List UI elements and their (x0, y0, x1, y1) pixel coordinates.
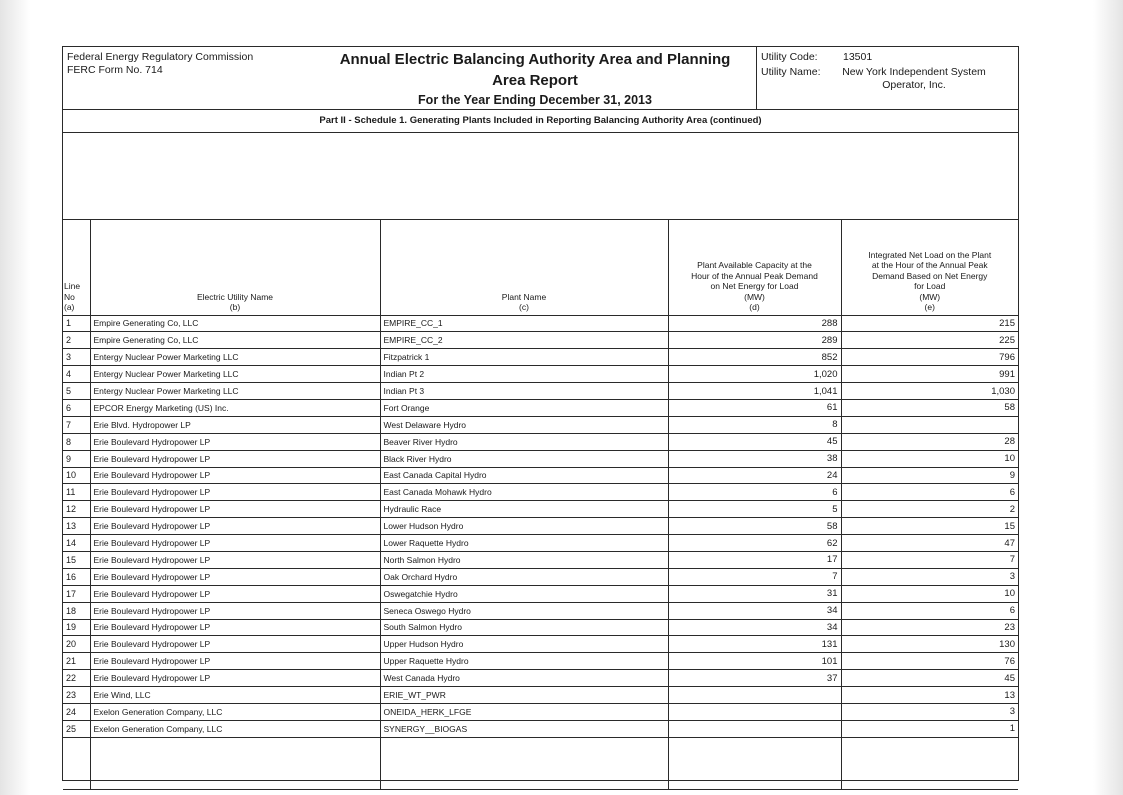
utility-name: Exelon Generation Company, LLC (90, 703, 380, 720)
net-load-value: 15 (841, 518, 1018, 535)
plant-name: SYNERGY__BIOGAS (380, 720, 668, 737)
line-number: 7 (63, 416, 90, 433)
utility-name-line1: New York Independent System (842, 66, 986, 78)
table-row (63, 484, 1018, 501)
net-load-value: 13 (841, 687, 1018, 704)
line-number: 23 (63, 687, 90, 704)
net-load-value: 991 (841, 366, 1018, 383)
plant-name: West Canada Hydro (380, 670, 668, 687)
utility-name: Erie Boulevard Hydropower LP (90, 619, 380, 636)
capacity-value: 5 (668, 501, 841, 518)
empty-cell (90, 737, 380, 789)
net-load-value: 47 (841, 535, 1018, 552)
utility-name: Erie Boulevard Hydropower LP (90, 653, 380, 670)
line-number: 22 (63, 670, 90, 687)
utility-name: Erie Boulevard Hydropower LP (90, 467, 380, 484)
ferc-form-714-page (62, 46, 1019, 781)
net-load-value (841, 416, 1018, 433)
capacity-value: 45 (668, 433, 841, 450)
capacity-value: 6 (668, 484, 841, 501)
capacity-value: 34 (668, 602, 841, 619)
net-load-value: 1 (841, 720, 1018, 737)
plant-name: Hydraulic Race (380, 501, 668, 518)
capacity-value: 7 (668, 568, 841, 585)
utility-name-label: Utility Name: (761, 66, 821, 78)
capacity-value: 131 (668, 636, 841, 653)
capacity-value (668, 703, 841, 720)
plant-name: Oak Orchard Hydro (380, 568, 668, 585)
net-load-value: 10 (841, 585, 1018, 602)
generating-plants-table (63, 220, 1018, 790)
utility-name: Erie Boulevard Hydropower LP (90, 484, 380, 501)
table-row (63, 332, 1018, 349)
report-title-line1: Annual Electric Balancing Authority Area and Planning (339, 51, 731, 68)
utility-name: Entergy Nuclear Power Marketing LLC (90, 383, 380, 400)
page-edge-shadow-right (1093, 0, 1123, 795)
line-number: 4 (63, 366, 90, 383)
form-header (63, 47, 1018, 110)
plant-name: Lower Raquette Hydro (380, 535, 668, 552)
capacity-value: 62 (668, 535, 841, 552)
utility-name: Erie Boulevard Hydropower LP (90, 636, 380, 653)
net-load-value: 6 (841, 602, 1018, 619)
utility-code-label: Utility Code: (761, 51, 818, 63)
utility-name: Erie Wind, LLC (90, 687, 380, 704)
net-load-value: 23 (841, 619, 1018, 636)
table-header-row (63, 220, 1018, 315)
capacity-value: 289 (668, 332, 841, 349)
net-load-value: 9 (841, 467, 1018, 484)
table-row (63, 450, 1018, 467)
plant-name: Upper Hudson Hydro (380, 636, 668, 653)
empty-cell (63, 737, 90, 789)
column-header-utility: Electric Utility Name (b) (90, 220, 380, 315)
utility-code-value: 13501 (843, 51, 873, 63)
capacity-value: 288 (668, 315, 841, 332)
net-load-value: 3 (841, 703, 1018, 720)
report-title-block (319, 49, 751, 109)
table-row (63, 551, 1018, 568)
capacity-value: 24 (668, 467, 841, 484)
plant-name: ONEIDA_HERK_LFGE (380, 703, 668, 720)
column-header-plant: Plant Name (c) (380, 220, 668, 315)
table-row (63, 568, 1018, 585)
plant-name: West Delaware Hydro (380, 416, 668, 433)
utility-info-block (756, 47, 1020, 109)
line-number: 13 (63, 518, 90, 535)
line-number: 5 (63, 383, 90, 400)
capacity-value: 1,041 (668, 383, 841, 400)
plant-name: Black River Hydro (380, 450, 668, 467)
table-row (63, 366, 1018, 383)
line-number: 17 (63, 585, 90, 602)
capacity-value: 101 (668, 653, 841, 670)
line-number: 1 (63, 315, 90, 332)
blank-area (63, 133, 1018, 220)
table-row (63, 720, 1018, 737)
page-edge-shadow-left (0, 0, 30, 795)
net-load-value: 130 (841, 636, 1018, 653)
net-load-value: 215 (841, 315, 1018, 332)
line-number: 9 (63, 450, 90, 467)
table-row (63, 653, 1018, 670)
plant-name: Fort Orange (380, 399, 668, 416)
line-number: 21 (63, 653, 90, 670)
table-row (63, 315, 1018, 332)
report-title-line2: Area Report (492, 72, 578, 89)
form-number: FERC Form No. 714 (67, 64, 163, 76)
net-load-value: 58 (841, 399, 1018, 416)
table-row (63, 535, 1018, 552)
utility-name: Erie Boulevard Hydropower LP (90, 551, 380, 568)
table-row (63, 619, 1018, 636)
utility-name: Erie Boulevard Hydropower LP (90, 433, 380, 450)
line-number: 20 (63, 636, 90, 653)
plant-name: ERIE_WT_PWR (380, 687, 668, 704)
table-row (63, 433, 1018, 450)
line-number: 18 (63, 602, 90, 619)
capacity-value: 34 (668, 619, 841, 636)
agency-block (67, 51, 253, 77)
plant-name: Indian Pt 2 (380, 366, 668, 383)
capacity-value (668, 687, 841, 704)
net-load-value: 6 (841, 484, 1018, 501)
empty-cell (380, 737, 668, 789)
column-header-capacity: Plant Available Capacity at the Hour of the Annual Peak Demand on Net Energy for Load (MW) (d) (668, 220, 841, 315)
line-number: 10 (63, 467, 90, 484)
net-load-value: 225 (841, 332, 1018, 349)
utility-name: Erie Boulevard Hydropower LP (90, 501, 380, 518)
line-number: 19 (63, 619, 90, 636)
utility-name-value (819, 66, 1009, 92)
plant-name: East Canada Capital Hydro (380, 467, 668, 484)
utility-name: Erie Blvd. Hydropower LP (90, 416, 380, 433)
line-number: 3 (63, 349, 90, 366)
capacity-value: 17 (668, 551, 841, 568)
capacity-value: 8 (668, 416, 841, 433)
net-load-value: 796 (841, 349, 1018, 366)
net-load-value: 3 (841, 568, 1018, 585)
column-header-net-load: Integrated Net Load on the Plant at the Hour of the Annual Peak Demand Based on Net Energy for Load (MW) (e) (841, 220, 1018, 315)
line-number: 11 (63, 484, 90, 501)
table-row (63, 636, 1018, 653)
table-row (63, 349, 1018, 366)
plant-name: North Salmon Hydro (380, 551, 668, 568)
utility-name: Erie Boulevard Hydropower LP (90, 535, 380, 552)
plant-name: EMPIRE_CC_2 (380, 332, 668, 349)
plant-name: EMPIRE_CC_1 (380, 315, 668, 332)
line-number: 24 (63, 703, 90, 720)
net-load-value: 76 (841, 653, 1018, 670)
line-number: 14 (63, 535, 90, 552)
plant-name: Indian Pt 3 (380, 383, 668, 400)
column-header-line-no: Line No (a) (63, 220, 90, 315)
utility-name: Erie Boulevard Hydropower LP (90, 602, 380, 619)
plant-name: Seneca Oswego Hydro (380, 602, 668, 619)
table-row (63, 383, 1018, 400)
utility-name: Erie Boulevard Hydropower LP (90, 670, 380, 687)
empty-cell (841, 737, 1018, 789)
utility-name: Erie Boulevard Hydropower LP (90, 568, 380, 585)
capacity-value: 31 (668, 585, 841, 602)
net-load-value: 45 (841, 670, 1018, 687)
plant-name: Upper Raquette Hydro (380, 653, 668, 670)
capacity-value: 38 (668, 450, 841, 467)
table-row (63, 416, 1018, 433)
line-number: 2 (63, 332, 90, 349)
table-row (63, 687, 1018, 704)
line-number: 15 (63, 551, 90, 568)
agency-name: Federal Energy Regulatory Commission (67, 51, 254, 63)
utility-name: EPCOR Energy Marketing (US) Inc. (90, 399, 380, 416)
net-load-value: 1,030 (841, 383, 1018, 400)
empty-cell (668, 737, 841, 789)
line-number: 16 (63, 568, 90, 585)
capacity-value: 58 (668, 518, 841, 535)
plant-name: Lower Hudson Hydro (380, 518, 668, 535)
utility-name-line2: Operator, Inc. (882, 79, 946, 91)
plant-name: Oswegatchie Hydro (380, 585, 668, 602)
plant-name: South Salmon Hydro (380, 619, 668, 636)
table-row (63, 703, 1018, 720)
utility-name: Empire Generating Co, LLC (90, 332, 380, 349)
table-row (63, 602, 1018, 619)
blank-footer-row (63, 737, 1018, 789)
table-row (63, 467, 1018, 484)
line-number: 8 (63, 433, 90, 450)
net-load-value: 2 (841, 501, 1018, 518)
table-row (63, 518, 1018, 535)
plant-name: Fitzpatrick 1 (380, 349, 668, 366)
utility-name: Erie Boulevard Hydropower LP (90, 518, 380, 535)
utility-name: Exelon Generation Company, LLC (90, 720, 380, 737)
line-number: 25 (63, 720, 90, 737)
line-number: 6 (63, 399, 90, 416)
utility-name: Empire Generating Co, LLC (90, 315, 380, 332)
utility-name: Erie Boulevard Hydropower LP (90, 585, 380, 602)
part-title: Part II - Schedule 1. Generating Plants Included in Reporting Balancing Authority Area (continued) (63, 110, 1018, 133)
table-row (63, 670, 1018, 687)
line-number: 12 (63, 501, 90, 518)
net-load-value: 10 (841, 450, 1018, 467)
capacity-value: 61 (668, 399, 841, 416)
capacity-value (668, 720, 841, 737)
utility-name: Entergy Nuclear Power Marketing LLC (90, 349, 380, 366)
table-row (63, 399, 1018, 416)
capacity-value: 1,020 (668, 366, 841, 383)
plant-name: Beaver River Hydro (380, 433, 668, 450)
net-load-value: 28 (841, 433, 1018, 450)
net-load-value: 7 (841, 551, 1018, 568)
utility-name: Erie Boulevard Hydropower LP (90, 450, 380, 467)
table-row (63, 501, 1018, 518)
plant-name: East Canada Mohawk Hydro (380, 484, 668, 501)
table-body (63, 315, 1018, 789)
table-row (63, 585, 1018, 602)
capacity-value: 852 (668, 349, 841, 366)
report-period: For the Year Ending December 31, 2013 (418, 93, 652, 107)
capacity-value: 37 (668, 670, 841, 687)
utility-name: Entergy Nuclear Power Marketing LLC (90, 366, 380, 383)
